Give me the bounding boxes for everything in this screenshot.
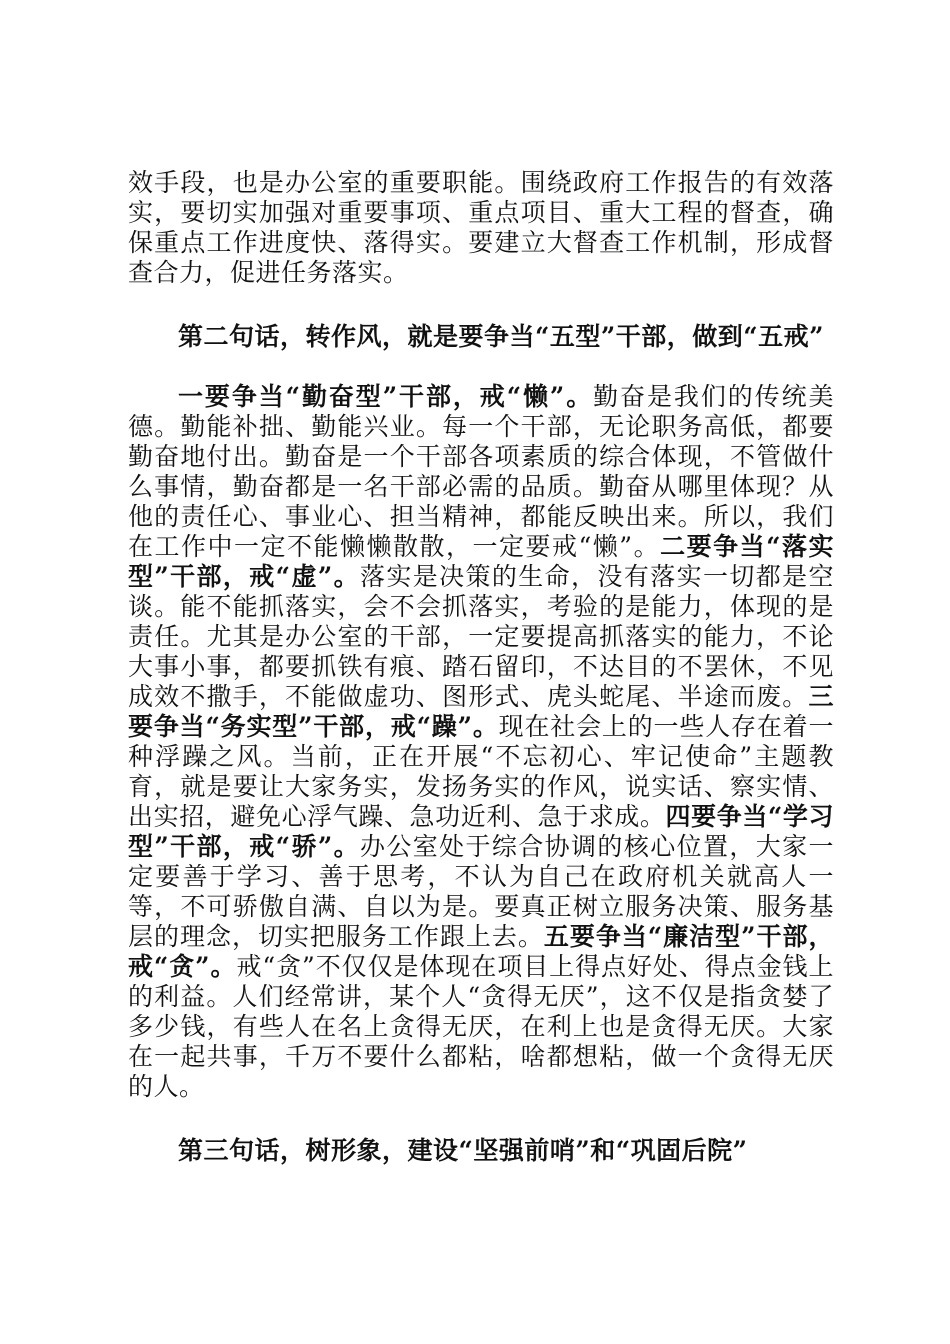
point-5-heading: 五要争当“廉洁型”干部，戒“贪”。 [128, 922, 834, 981]
section-heading-3: 第三句话，树形象，建设“坚强前哨”和“巩固后院” [178, 1136, 748, 1165]
point-3-text: 现在社会上的一些人存在着一种浮躁之风。当前，正在开展“不忘初心、牢记使命”主题教育，就是要让大家务实，发扬务实的作风，说实话、察实情、出实招，避免心浮气躁、急功近利、急于求成。 [128, 712, 834, 831]
point-4-heading: 四要争当“学习型”干部，戒“骄”。 [128, 802, 834, 861]
point-2-text: 落实是决策的生命，没有落实一切都是空谈。能不能抓落实，会不会抓落实，考验的是能力，体现的是责任。尤其是办公室的干部，一定要提高抓落实的能力，不论大事小事，都要抓铁有痕、踏石留印，不达目的不罢休，不见成效不撒手，不能做虚功、图形式、虎头蛇尾、半途而废。 [128, 562, 834, 711]
point-4-text: 办公室处于综合协调的核心位置，大家一定要善于学习、善于思考，不认为自己在政府机关就高人一等，不可骄傲自满、自以为是。要真正树立服务决策、服务基层的理念，切实把服务工作跟上去。 [128, 832, 834, 951]
point-3-heading: 三要争当“务实型”干部，戒“躁”。 [128, 682, 834, 741]
document-page [128, 168, 834, 1166]
paragraph-five-types [128, 382, 834, 1102]
paragraph-supervision: 效手段，也是办公室的重要职能。围绕政府工作报告的有效落实，要切实加强对重要事项、重点项目、重大工程的督查，确保重点工作进度快、落得实。要建立大督查工作机制，形成督查合力，促进任务落实。 [128, 168, 834, 287]
point-2-heading: 二要争当“落实型”干部，戒“虚”。 [128, 532, 834, 591]
section-heading-2: 第二句话，转作风，就是要争当“五型”干部，做到“五戒” [178, 322, 825, 351]
point-5-text: 戒“贪”不仅仅是体现在项目上得点好处、得点金钱上的利益。人们经常讲，某个人“贪得无厌”，这不仅是指贪婪了多少钱，有些人在名上贪得无厌，在利上也是贪得无厌。大家在一起共事，千万不要什么都粘，啥都想粘，做一个贪得无厌的人。 [128, 952, 834, 1101]
point-1-heading: 一要争当“勤奋型”干部，戒“懒”。 [178, 382, 594, 411]
point-1-text: 勤奋是我们的传统美德。勤能补拙、勤能兴业。每一个干部，无论职务高低，都要勤奋地付出。勤奋是一个干部各项素质的综合体现，不管做什么事情，勤奋都是一名干部必需的品质。勤奋从哪里体现？从他的责任心、事业心、担当精神，都能反映出来。所以，我们在工作中一定不能懒懒散散，一定要戒“懒”。 [128, 382, 834, 561]
